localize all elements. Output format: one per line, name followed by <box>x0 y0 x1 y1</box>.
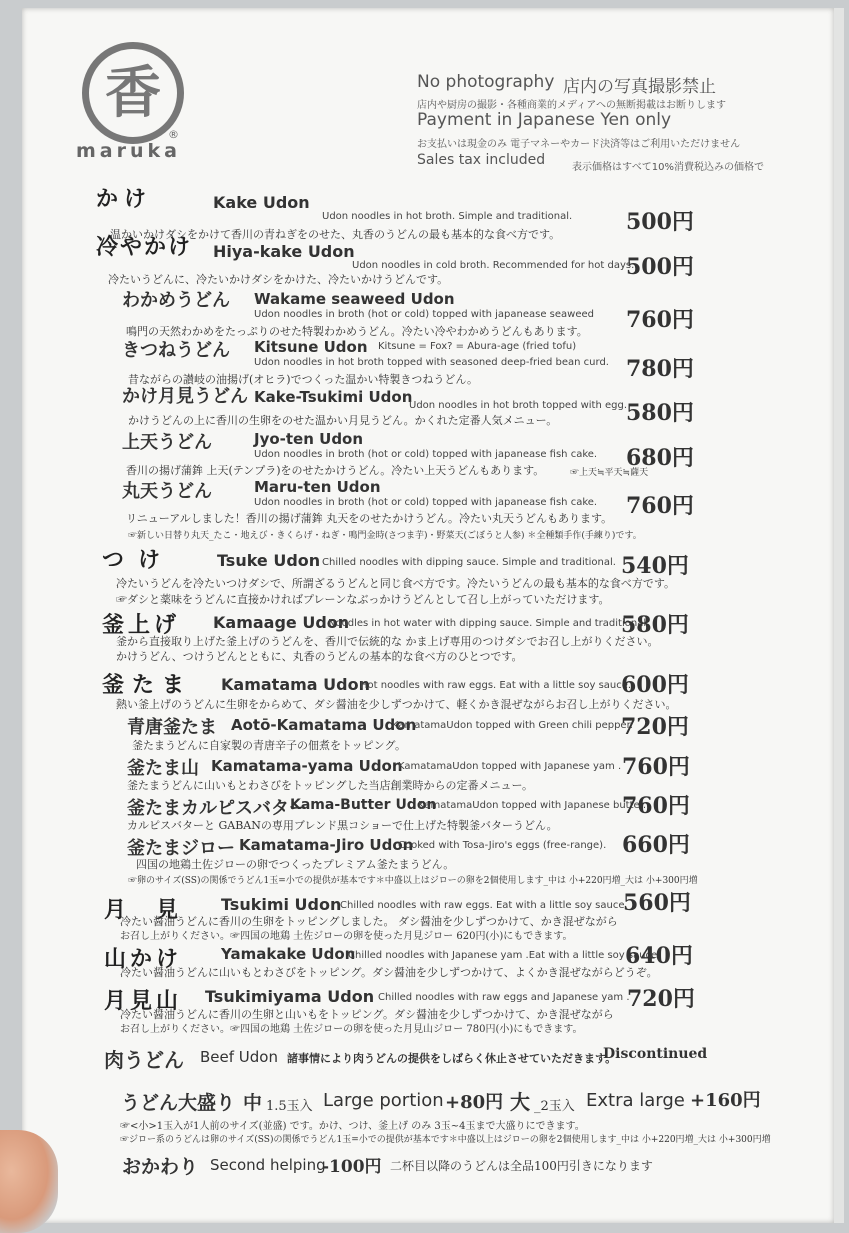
yamakake-en: Yamakake Udon <box>221 945 356 963</box>
maruten-en-desc: Udon noodles in broth (hot or cold) topped with japanease fish cake. <box>254 497 598 508</box>
jiro-jp-desc: 四国の地鶏土佐ジローの卵でつくったプレミアム釜たまうどん。 <box>136 858 455 871</box>
payment-en: Payment in Japanese Yen only <box>417 110 672 130</box>
kitsune-price: 780円 <box>626 356 694 382</box>
kamaage-jp: 釜上げ <box>102 612 181 638</box>
logo-text: maruka <box>76 140 181 162</box>
portion-large-price: +160円 <box>690 1090 761 1111</box>
yamakake-price: 640円 <box>625 943 693 969</box>
kitsune-jp-desc: 昔ながらの讃岐の油揚げ(オヒラ)でつくった温かい特製きつねうどん。 <box>128 373 479 386</box>
kamaage-price: 580円 <box>621 612 689 638</box>
portion-medium-sub: 1.5玉入 <box>266 1099 313 1114</box>
tsuke-en-desc: Chilled noodles with dipping sauce. Simple and traditional. <box>322 557 616 568</box>
finger-thumb <box>0 1130 58 1233</box>
hiyakake-price: 500円 <box>626 254 694 280</box>
kitsune-en: Kitsune Udon <box>254 338 368 356</box>
hiyakake-en: Hiya-kake Udon <box>213 242 355 261</box>
wakame-en-desc: Udon noodles in broth (hot or cold) topped with japaneasе seaweed <box>254 309 594 320</box>
beef-en: Beef Udon <box>200 1048 278 1066</box>
yama-en-desc: KamatamaUdon topped with Japanese yam . <box>398 761 622 772</box>
kake-jp-desc: 温かいかけダシをかけて香川の青ねぎをのせた、丸香のうどんの最も基本的な食べ方です。 <box>110 228 561 241</box>
yamakake-jp: 山かけ <box>104 946 183 972</box>
tsukimiyama-en: Tsukimiyama Udon <box>205 987 375 1006</box>
portion-large-jp: 大 <box>510 1090 530 1114</box>
tsukimiyama-en-desc: Chilled noodles with raw eggs and Japanese yam . <box>378 992 630 1003</box>
yama-jp-desc: 釜たまうどんに山いもとわさびをトッピングした当店創業時からの定番メニュー。 <box>127 779 534 792</box>
tsukimi-cold-price: 560円 <box>623 890 691 916</box>
kake-jp: かけ <box>96 186 153 212</box>
portion-note1: ☞<小>1玉入が1人前のサイズ(並盛) です。かけ、つけ、釜上げ のみ 3玉~4玉まで大盛りにできます。 <box>120 1121 585 1132</box>
maruten-en: Maru-ten Udon <box>254 478 381 496</box>
second-desc: 二杯目以降のうどんは全品100円引きになります <box>390 1159 653 1173</box>
tsuke-en: Tsuke Udon <box>217 551 321 570</box>
tax-sub: 表示価格はすべて10%消費税込みの価格で <box>572 162 765 173</box>
beef-jp-desc: 諸事情により肉うどんの提供をしばらく休止させていただきます。 <box>287 1052 617 1065</box>
wakame-jp: わかめうどん <box>122 290 230 311</box>
jyoten-jp-desc: 香川の揚げ蒲鉾 上天(テンプラ)をのせたかけうどん。冷たい上天うどんもあります。 <box>126 464 545 477</box>
portion-label: うどん大盛り <box>121 1092 236 1114</box>
tsukimi-jp: かけ月見うどん <box>122 386 248 407</box>
kamaage-en: Kamaage Udon <box>213 613 350 632</box>
maruten-note: ☞新しい日替り丸天_たこ・地えび・きくらげ・ねぎ・鳴門金時(さつま芋)・野菜天(ごぼうと人参) ＊全種類手作(手練り)です。 <box>128 531 642 541</box>
jiro-jp: 釜たまジロー <box>127 838 235 859</box>
portion-medium-price: +80円 <box>445 1092 504 1113</box>
tsukimi-en: Kake-Tsukimi Udon <box>254 388 413 406</box>
butter-jp-desc: カルピスバターと GABANの専用ブレンド黒コショーで仕上げた特製釜バターうどん。 <box>127 819 558 832</box>
aoto-en-desc: KamatamaUdon topped with Green chili pepper. <box>392 720 633 731</box>
second-en: Second helping <box>210 1156 326 1174</box>
kamaage-jp-desc: 釜から直接取り上げた釜上げのうどんを、香川で伝統的な かま上げ専用のつけダシでお召し上がりください。 <box>116 635 659 648</box>
tsuke-jp-desc: 冷たいうどんを冷たいつけダシで、所謂ざるうどんと同じ食べ方です。冷たいうどんの最も基本的な食べ方です。 <box>116 577 676 590</box>
tsukimi-price: 580円 <box>626 400 694 426</box>
yamakake-en-desc: Chilled noodles with Japanese yam .Eat with a little soy sauce. <box>348 950 661 961</box>
jiro-price: 660円 <box>622 832 690 858</box>
portion-medium-en: Large portion <box>323 1090 444 1111</box>
wakame-en: Wakame seaweed Udon <box>254 290 455 308</box>
tsukimi-cold-jp-desc2: お召し上がりください。☞四国の地鶏 土佐ジローの卵を使った月見ジロー 620円(小)にもできます。 <box>120 931 573 942</box>
tsuke-jp: つけ <box>102 547 175 573</box>
yamakake-jp-desc: 冷たい醤油うどんに山いもとわさびをトッピング。ダシ醤油を少しずつかけて、よくかき混ぜながらどうぞ。 <box>120 966 658 979</box>
portion-medium-jp: 中 <box>243 1092 263 1114</box>
no-photo-en: No photography <box>417 72 555 92</box>
tsukimi-cold-en-desc: Chilled noodles with raw eggs. Eat with a little soy sauce. <box>340 900 628 911</box>
kake-price: 500円 <box>626 209 694 235</box>
kitsune-en-desc: Udon noodles in hot broth topped with seasoned deep-fried bean curd. <box>254 357 609 368</box>
aoto-jp: 青唐釜たま <box>127 717 217 738</box>
aoto-price: 720円 <box>621 714 689 740</box>
tsukimi-cold-jp-desc: 冷たい醤油うどんに香川の生卵をトッピングしました。 ダシ醤油を少しずつかけて、かき混ぜながら <box>120 915 618 928</box>
tsuke-price: 540円 <box>621 553 689 579</box>
hiyakake-jp-desc: 冷たいうどんに、冷たいかけダシをかけた、冷たいかけうどんです。 <box>108 273 449 286</box>
jiro-en: Kamatama-Jiro Udon <box>239 836 414 854</box>
kamatama-jp: 釜たま <box>102 672 193 698</box>
kamatama-jp-desc: 熱い釜上げのうどんに生卵をからめて、ダシ醤油を少しずつかけて、軽くかき混ぜながらお召し上がりください。 <box>116 698 677 711</box>
kitsune-en-note: Kitsune = Fox? = Abura-age (fried tofu) <box>378 341 577 352</box>
yama-en: Kamatama-yama Udon <box>211 757 403 775</box>
kamatama-en: Kamatama Udon <box>221 675 370 694</box>
second-jp: おかわり <box>122 1156 199 1178</box>
tsukimi-cold-en: Tsukimi Udon <box>221 895 342 914</box>
tsuke-jp-desc2: ☞ダシと薬味をうどんに直接かければプレーンなぶっかけうどんとして召し上がっていただけます。 <box>116 593 610 606</box>
kamatama-price: 600円 <box>621 672 689 698</box>
wakame-price: 760円 <box>626 307 694 333</box>
beef-status: Discontinued <box>603 1046 708 1062</box>
logo-kanji: 香 <box>105 60 161 126</box>
wakame-jp-desc: 鳴門の天然わかめをたっぷりのせた特製わかめうどん。冷たい冷やわかめうどんもあります。 <box>126 325 588 338</box>
tax-en: Sales tax included <box>417 152 546 168</box>
jiro-en-desc: Cooked with Tosa-Jiro's eggs (free-range). <box>398 840 607 851</box>
tsukimiyama-jp-desc: 冷たい醤油うどんに香川の生卵と山いもをトッピング。ダシ醤油を少しずつかけて、かき混ぜながら <box>120 1008 614 1021</box>
maruten-jp: 丸天うどん <box>122 481 212 502</box>
yama-jp: 釜たま山 <box>127 758 199 779</box>
second-price: -100円 <box>322 1157 382 1177</box>
tsukimiyama-price: 720円 <box>627 986 695 1012</box>
payment-sub: お支払いは現金のみ 電子マネーやカード決済等はご利用いただけません <box>417 139 741 150</box>
tsukimi-jp-desc: かけうどんの上に香川の生卵をのせた温かい月見うどん。かくれた定番人気メニュー。 <box>128 414 558 427</box>
portion-note2: ☞ジロー系のうどんは卵のサイズ(SS)の関係でうどん1玉=小での提供が基本です＊中盛以上はジローの卵を2個使用します_中は 小+220円増_大は 小+300円増 <box>120 1135 771 1145</box>
butter-price: 760円 <box>622 793 690 819</box>
no-photo-jp: 店内の写真撮影禁止 <box>563 77 716 97</box>
jyoten-jp: 上天うどん <box>122 432 212 453</box>
kamaage-jp-desc2: かけうどん、つけうどんとともに、丸香のうどんの基本的な食べ方のひとつです。 <box>116 650 523 663</box>
kake-en: Kake Udon <box>213 193 310 212</box>
tsukimiyama-jp-desc2: お召し上がりください。☞四国の地鶏 土佐ジローの卵を使った月見山ジロー 780円(小)にもできます。 <box>120 1024 583 1035</box>
yama-price: 760円 <box>622 754 690 780</box>
kamaage-en-desc: Noodles in hot water with dipping sauce. Simple and traditional. <box>328 618 650 629</box>
butter-en: Kama-Butter Udon <box>290 797 437 813</box>
portion-large-sub: _2玉入 <box>534 1099 575 1114</box>
portion-large-en: Extra large <box>586 1090 685 1111</box>
beef-jp: 肉うどん <box>104 1048 184 1072</box>
tsukimi-en-desc: Udon noodles in hot broth topped with egg. <box>409 400 628 411</box>
jiro-note: ☞卵のサイズ(SS)の関係でうどん1玉=小での提供が基本です＊中盛以上はジローの卵を2個使用します_中は 小+220円増_大は 小+300円増 <box>128 876 698 886</box>
kake-en-desc: Udon noodles in hot broth. Simple and traditional. <box>322 211 573 222</box>
registered-mark: ® <box>168 128 179 141</box>
jyoten-en-desc: Udon noodles in broth (hot or cold) topped with japanease fish cake. <box>254 449 598 460</box>
kamatama-en-desc: Hot noodles with raw eggs. Eat with a little soy sauce. <box>360 680 632 691</box>
kitsune-jp: きつねうどん <box>122 340 230 361</box>
butter-jp: 釜たまカルピスバター <box>127 798 307 819</box>
maruten-price: 760円 <box>626 493 694 519</box>
aoto-en: Aotō-Kamatama Udon <box>231 716 417 734</box>
aoto-jp-desc: 釜たまうどんに自家製の青唐辛子の佃煮をトッピング。 <box>132 739 407 752</box>
butter-en-desc: KamatamaUdon topped with Japanese butter. <box>418 800 647 811</box>
maruten-jp-desc: リニューアルしました！香川の揚げ蒲鉾 丸天をのせたかけうどん。冷たい丸天うどんもあります。 <box>126 512 613 525</box>
tsukimiyama-jp: 月見山 <box>104 988 183 1014</box>
jyoten-en: Jyo-ten Udon <box>254 430 364 448</box>
hiyakake-en-desc: Udon noodles in cold broth. Recommended for hot days. <box>352 260 635 271</box>
jyoten-price: 680円 <box>626 445 694 471</box>
hiyakake-jp: 冷やかけ <box>96 234 193 260</box>
jyoten-note: ☞上天≒平天≒薩天 <box>570 468 649 478</box>
no-photo-sub: 店内や厨房の撮影・各種商業的メディアへの無断掲載はお断りします <box>417 100 726 111</box>
tsukimi-cold-jp: 月見 <box>104 897 209 923</box>
